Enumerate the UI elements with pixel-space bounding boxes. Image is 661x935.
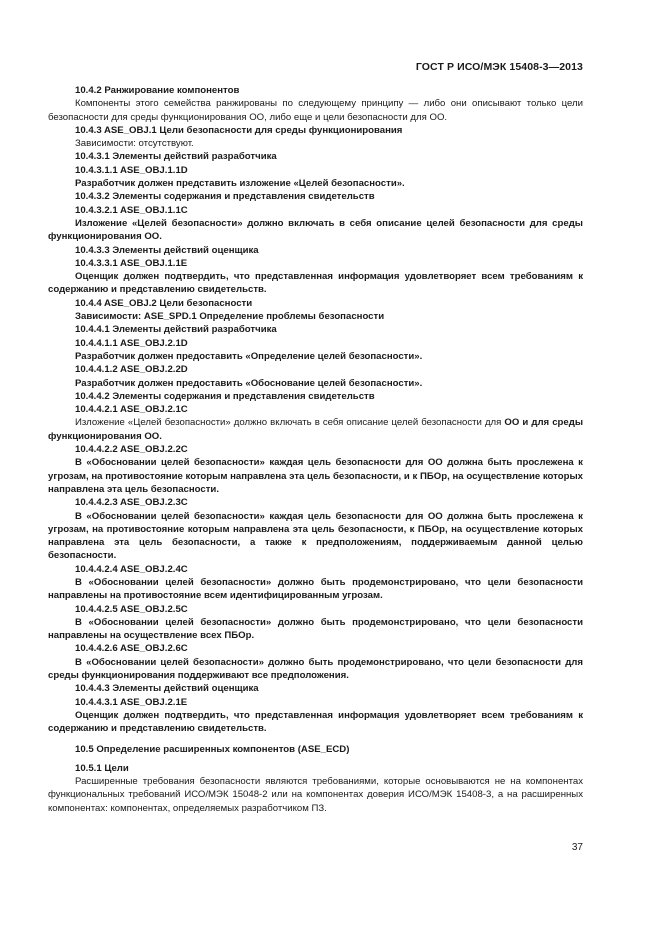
paragraph: 10.4.4.1 Элементы действий разработчика xyxy=(75,324,277,336)
paragraph: Разработчик должен предоставить «Определение целей безопасности». xyxy=(75,350,423,362)
section-10-5-title: 10.5 Определение расширенных компонентов (ASE_ECD) xyxy=(75,743,350,755)
section-10-4-2-to-10-4-4-2 xyxy=(48,84,583,416)
paragraph: 10.4.4.2.3 ASE_OBJ.2.3C xyxy=(75,497,188,509)
paragraph: Разработчик должен предоставить «Обоснование целей безопасности». xyxy=(75,377,423,389)
paragraph: 10.4.3.3.1 ASE_OBJ.1.1E xyxy=(75,257,188,269)
paragraph: Оценщик должен подтвердить, что представленная информация удовлетворяет всем требованиям к содержанию и представлению свидетельств. xyxy=(48,709,583,735)
document-header: ГОСТ Р ИСО/МЭК 15408-3—2013 xyxy=(415,61,583,73)
section-10-5-1-body: Расширенные требования безопасности являются требованиями, которые основываются не на компонентах функциональных требований ИСО/МЭК 15048-2 или на компонентах доверия ИСО/МЭК 15408-3, а на расширенных компонентах: компонентах, определяемых разработчиком ПЗ. xyxy=(48,776,583,814)
paragraph: 10.4.4.2.2 ASE_OBJ.2.2C xyxy=(75,444,188,456)
paragraph: 10.4.4.2.1 ASE_OBJ.2.1C xyxy=(75,404,188,416)
section-10-4-4-2-2-to-10-4-4-3 xyxy=(48,443,583,736)
mixed-bold-tail: и для среды функционирования ОО. xyxy=(48,417,584,442)
paragraph: 10.4.3.2.1 ASE_OBJ.1.1C xyxy=(75,204,188,216)
mixed-bold-oo: ОО xyxy=(504,417,520,429)
paragraph: 10.4.4.2 Элементы содержания и представления свидетельств xyxy=(75,390,375,402)
paragraph: 10.4.3.1 Элементы действий разработчика xyxy=(75,151,277,163)
paragraph: Изложение «Целей безопасности» должно включать в себя описание целей безопасности для среды функционирования ОО. xyxy=(48,217,583,243)
mixed-prefix: Изложение «Целей безопасности» должно включать в себя описание целей безопасности для xyxy=(75,417,505,429)
page-body xyxy=(48,84,583,815)
paragraph: Зависимости: ASE_SPD.1 Определение проблемы безопасности xyxy=(75,311,385,323)
paragraph: 10.4.2 Ранжирование компонентов xyxy=(75,85,240,96)
paragraph: В «Обосновании целей безопасности» каждая цель безопасности для ОО должна быть прослежена к угрозам, на противостояние которым направлена эта цель безопасности, и к ПБОр, на осуществление которых направлена эта цель безопасности. xyxy=(48,457,583,495)
paragraph: 10.4.4.1.1 ASE_OBJ.2.1D xyxy=(75,337,188,349)
paragraph: Зависимости: отсутствуют. xyxy=(75,138,194,150)
paragraph: 10.4.4.3.1 ASE_OBJ.2.1E xyxy=(75,696,188,708)
paragraph: 10.4.3 ASE_OBJ.1 Цели безопасности для среды функционирования xyxy=(75,124,403,136)
paragraph: 10.4.3.2 Элементы содержания и представления свидетельств xyxy=(75,191,375,203)
paragraph: 10.4.4.2.5 ASE_OBJ.2.5C xyxy=(75,603,188,615)
paragraph: 10.4.3.3 Элементы действий оценщика xyxy=(75,244,259,256)
paragraph: Компоненты этого семейства ранжированы по следующему принципу — либо они описывают только цели безопасности для среды функционирования ОО, либо еще и цели безопасности для ОО. xyxy=(48,98,583,123)
paragraph: 10.4.4 ASE_OBJ.2 Цели безопасности xyxy=(75,297,253,309)
paragraph: 10.4.4.2.4 ASE_OBJ.2.4C xyxy=(75,563,188,575)
paragraph: В «Обосновании целей безопасности» должно быть продемонстрировано, что цели безопасности для среды функционирования поддерживают все предположения. xyxy=(48,656,583,682)
paragraph: В «Обосновании целей безопасности» должно быть продемонстрировано, что цели безопасности направлены на осуществление всех ПБОр. xyxy=(48,616,583,642)
paragraph: 10.4.4.3 Элементы действий оценщика xyxy=(75,683,259,695)
paragraph-mixed-asesobj21c xyxy=(48,416,583,443)
section-10-5-1-title: 10.5.1 Цели xyxy=(75,762,129,774)
paragraph: 10.4.4.1.2 ASE_OBJ.2.2D xyxy=(75,364,188,376)
paragraph: В «Обосновании целей безопасности» каждая цель безопасности для ОО должна быть прослежена к угрозам, на противостояние которым направлена эта цель безопасности, к ПБОр, на осуществление которых направлена эта цель безопасности, а также к предположениям, поддерживаемым данной целью безопасности. xyxy=(48,510,583,562)
page-number: 37 xyxy=(571,842,583,853)
paragraph: Оценщик должен подтвердить, что представленная информация удовлетворяет всем требованиям к содержанию и представлению свидетельств. xyxy=(48,271,583,296)
paragraph: 10.4.3.1.1 ASE_OBJ.1.1D xyxy=(75,164,188,176)
paragraph: В «Обосновании целей безопасности» должно быть продемонстрировано, что цели безопасности направлены на противостояние всем идентифицированным угрозам. xyxy=(48,576,583,602)
paragraph: 10.4.4.2.6 ASE_OBJ.2.6C xyxy=(75,643,188,655)
paragraph: Разработчик должен представить изложение «Целей безопасности». xyxy=(75,178,405,190)
